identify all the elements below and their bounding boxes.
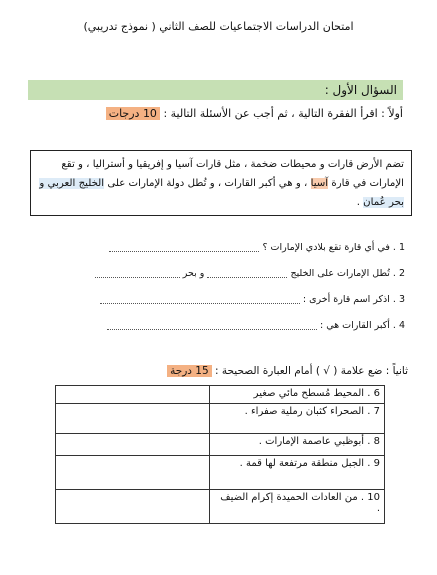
highlight-seas: الخليج العربي و بحر عُمان [39, 178, 404, 208]
page-title: امتحان الدراسات الاجتماعيات للصف الثاني ( نموذج تدريبي) [83, 20, 354, 33]
question-text: 3 . اذكر اسم قارة أخرى : [302, 294, 405, 305]
answer-cell[interactable] [56, 404, 210, 434]
table-row [56, 456, 385, 490]
answer-cell[interactable] [56, 456, 210, 490]
section1-instruction [28, 104, 403, 124]
answer-cell[interactable] [56, 386, 210, 404]
table-row [56, 386, 385, 404]
passage-text: . [356, 197, 364, 208]
reading-passage [30, 150, 412, 216]
marks-badge: 10 درجات [106, 107, 160, 120]
passage-text: ، و هي أكبر القارات ، و تُطل دولة الإمارات على [104, 178, 311, 189]
true-false-table [55, 385, 385, 524]
table-row [56, 404, 385, 434]
highlight-asia: آسيا [310, 178, 329, 189]
marks-badge: 15 درجة [167, 365, 212, 377]
question-2 [30, 266, 405, 282]
answer-cell[interactable] [56, 490, 210, 524]
statement-cell: 8 . أبوظبي عاصمة الإمارات . [210, 434, 385, 456]
statement-cell: 10 . من العادات الحميدة إكرام الضيف . [210, 490, 385, 524]
statement-cell: 7 . الصحراء كثبان رملية صفراء . [210, 404, 385, 434]
answer-line[interactable] [95, 269, 180, 278]
answer-line[interactable] [109, 243, 259, 252]
table-row [56, 434, 385, 456]
question-4 [30, 318, 405, 334]
answer-line[interactable] [107, 321, 317, 330]
section2-instruction [28, 362, 408, 380]
answer-line[interactable] [100, 295, 300, 304]
passage-text: تضم الأرض قارات و محيطات ضخمة ، مثل قارات آسيا و إفريقيا و أستراليا ، و تقع الإمارات في قارة [61, 159, 404, 189]
question-text: و بحر [182, 268, 205, 279]
question-text: 2 . تُطل الإمارات على الخليج [290, 268, 405, 279]
question-3 [30, 292, 405, 308]
answer-cell[interactable] [56, 434, 210, 456]
question-1 [30, 240, 405, 256]
section-heading: السؤال الأول : [28, 80, 403, 100]
question-text: 4 . أكبر القارات هي : [320, 320, 405, 331]
statement-cell: 6 . المحيط مُسطح مائي صغير [210, 386, 385, 404]
table-row [56, 490, 385, 524]
question-text: 1 . في أي قارة تقع بلادي الإمارات ؟ [262, 242, 405, 253]
statement-cell: 9 . الجبل منطقة مرتفعة لها قمة . [210, 456, 385, 490]
instruction-text: أولاً : اقرأ الفقرة التالية ، ثم أجب عن الأسئلة التالية : [163, 107, 403, 120]
answer-line[interactable] [207, 269, 287, 278]
instruction-text: ثانياً : ضع علامة ( √ ) أمام العبارة الصحيحة : [215, 365, 408, 377]
